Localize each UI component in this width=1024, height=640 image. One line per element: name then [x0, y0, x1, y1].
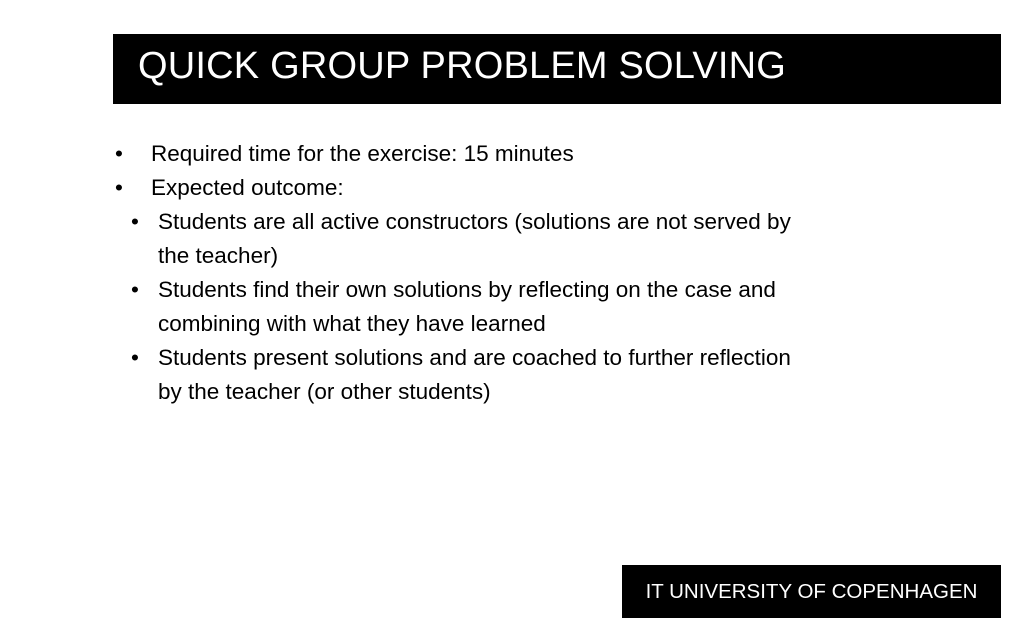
sub-bullet-text: Students are all active constructors (solutions are not served by the teacher): [158, 209, 791, 268]
bullet-list: [113, 137, 913, 409]
sub-bullet-own-solutions: [113, 273, 818, 341]
title-bar: [113, 34, 1001, 104]
bullet-required-time: [113, 137, 913, 171]
bullet-text: Required time for the exercise: 15 minutes: [151, 141, 574, 166]
bullet-dot-icon: •: [131, 345, 139, 370]
bullet-dot-icon: •: [131, 209, 139, 234]
bullet-dot-icon: •: [131, 277, 139, 302]
sub-bullet-text: Students find their own solutions by reflecting on the case and combining with what they have learned: [158, 277, 776, 336]
bullet-expected-outcome: [113, 171, 913, 205]
sub-bullet-container: [113, 205, 913, 409]
bullet-dot-icon: •: [115, 141, 123, 166]
footer-logo-bar: [622, 565, 1001, 618]
sub-bullet-text: Students present solutions and are coached to further reflection by the teacher (or other students): [158, 345, 791, 404]
slide-content: [113, 137, 913, 409]
sub-bullet-present-solutions: [113, 341, 818, 409]
sub-bullet-active-constructors: [113, 205, 818, 273]
sub-bullet-list: [113, 205, 913, 409]
slide-title: QUICK GROUP PROBLEM SOLVING: [138, 45, 787, 87]
footer-institution-name: IT UNIVERSITY OF COPENHAGEN: [645, 580, 978, 603]
bullet-text: Expected outcome:: [151, 175, 344, 200]
bullet-dot-icon: •: [115, 175, 123, 200]
